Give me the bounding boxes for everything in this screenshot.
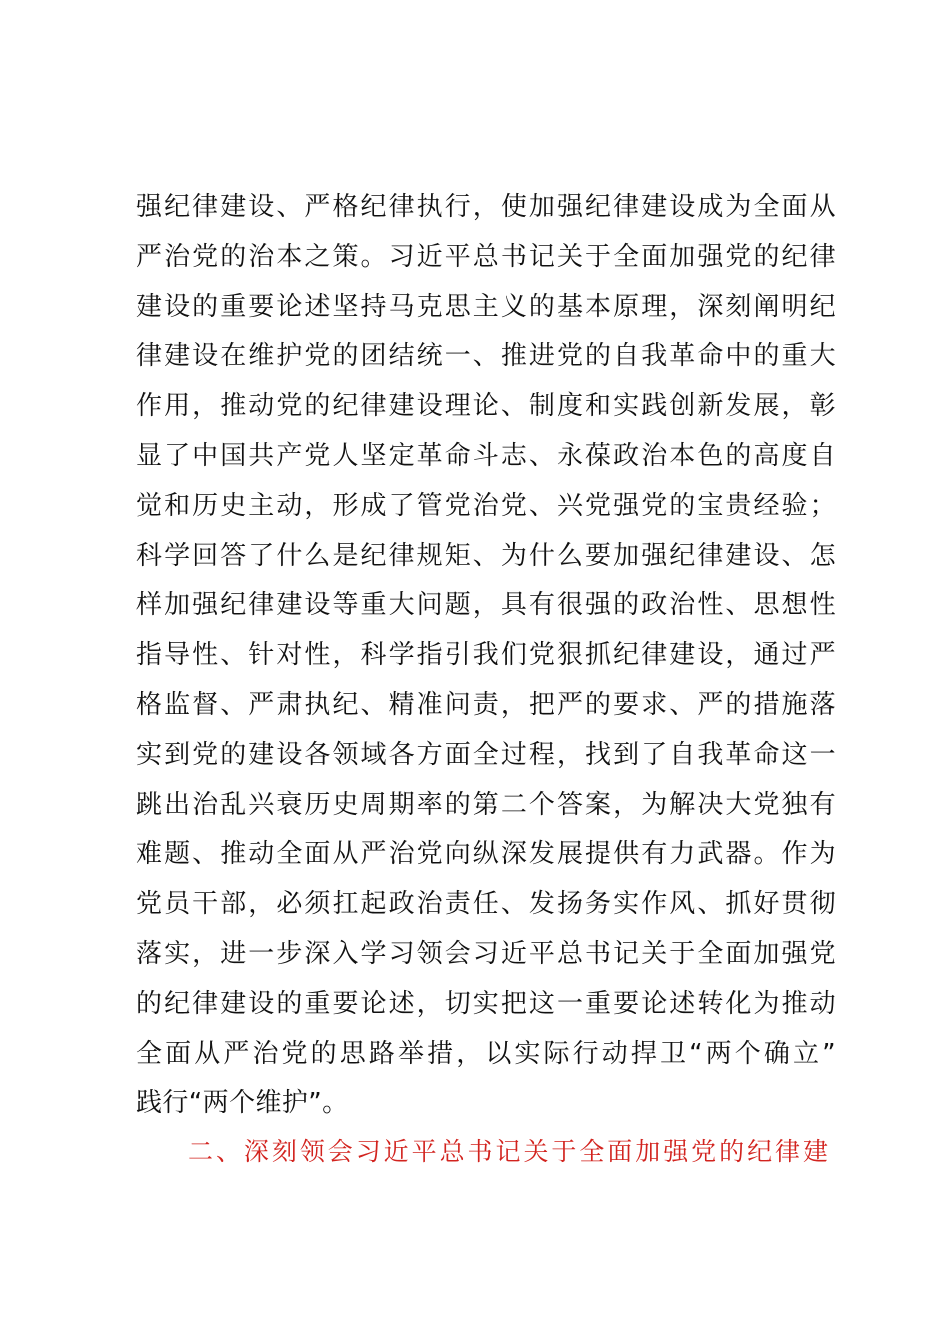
- paragraph-line: 建设的重要论述坚持马克思主义的基本原理，深刻阐明纪: [136, 291, 836, 322]
- body-paragraph: [136, 183, 836, 1129]
- paragraph-line: 全面从严治党的思路举措，以实际行动捍卫“两个确立”: [136, 1038, 836, 1069]
- paragraph-line: 显了中国共产党人坚定革命斗志、永葆政治本色的高度自: [136, 440, 836, 471]
- paragraph-line: 格监督、严肃执纪、精准问责，把严的要求、严的措施落: [136, 689, 836, 720]
- paragraph-line: 样加强纪律建设等重大问题，具有很强的政治性、思想性: [136, 590, 836, 621]
- paragraph-line: 的纪律建设的重要论述，切实把这一重要论述转化为推动: [136, 988, 836, 1019]
- paragraph-line: 跳出治乱兴衰历史周期率的第二个答案，为解决大党独有: [136, 789, 836, 820]
- paragraph-line: 党员干部，必须扛起政治责任、发扬务实作风、抓好贯彻: [136, 889, 836, 920]
- paragraph-line: 实到党的建设各领域各方面全过程，找到了自我革命这一: [136, 739, 836, 770]
- paragraph-last-line: 践行“两个维护”。: [136, 1088, 349, 1119]
- paragraph-line: 律建设在维护党的团结统一、推进党的自我革命中的重大: [136, 341, 836, 372]
- paragraph-line: 强纪律建设、严格纪律执行，使加强纪律建设成为全面从: [136, 192, 836, 222]
- section-heading: 二、深刻领会习近平总书记关于全面加强党的纪律建: [188, 1137, 828, 1166]
- paragraph-line: 难题、推动全面从严治党向纵深发展提供有力武器。作为: [136, 839, 836, 870]
- paragraph-line: 科学回答了什么是纪律规矩、为什么要加强纪律建设、怎: [136, 540, 836, 571]
- paragraph-line: 觉和历史主动，形成了管党治党、兴党强党的宝贵经验；: [136, 490, 836, 521]
- paragraph-line: 落实，进一步深入学习领会习近平总书记关于全面加强党: [136, 938, 836, 969]
- paragraph-line: 严治党的治本之策。习近平总书记关于全面加强党的纪律: [136, 241, 836, 272]
- paragraph-line: 指导性、针对性，科学指引我们党狠抓纪律建设，通过严: [136, 640, 836, 671]
- paragraph-line: 作用，推动党的纪律建设理论、制度和实践创新发展，彰: [136, 391, 836, 422]
